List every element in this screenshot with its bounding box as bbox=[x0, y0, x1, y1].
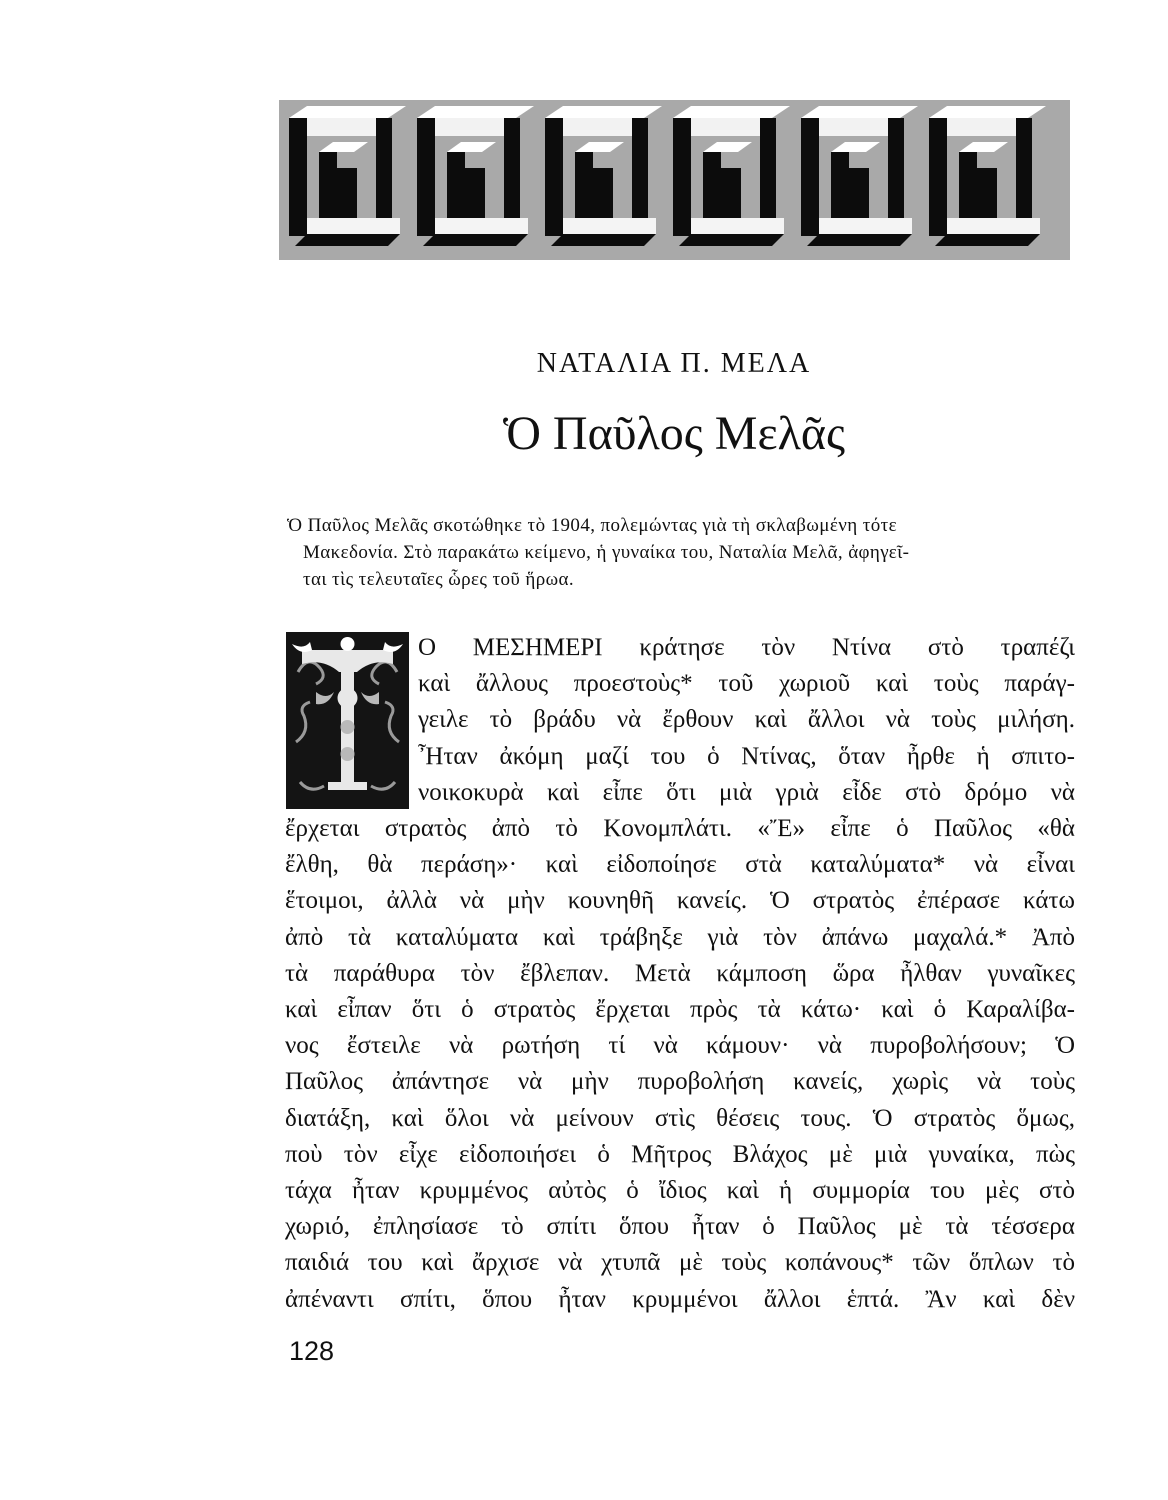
body-line: ἔρχεται στρατὸς ἀπὸ τὸ Κονομπλάτι. «Ἔ» εἶπε ὁ Παῦλος «θὰ bbox=[285, 815, 1075, 843]
intro-paragraph bbox=[287, 512, 1073, 593]
body-line: ποὺ τὸν εἶχε εἰδοποιήσει ὁ Μῆτρος Βλάχος μὲ μιὰ γυναίκα, πὼς bbox=[285, 1140, 1075, 1168]
body-line: τὰ παράθυρα τὸν ἔβλεπαν. Μετὰ κάμποση ὥρα ἦλθαν γυναῖκες bbox=[285, 959, 1075, 987]
body-line: νος ἔστειλε νὰ ρωτήση τί νὰ κάμουν· νὰ πυροβολήσουν; Ὁ bbox=[285, 1032, 1075, 1060]
greek-key-ornament bbox=[279, 100, 1070, 260]
body-line: ἔλθη, θὰ περάση»· καὶ εἰδοποίησε στὰ καταλύματα* νὰ εἶναι bbox=[285, 851, 1075, 879]
body-line: νοικοκυρὰ καὶ εἶπε ὅτι μιὰ γριὰ εἶδε στὸ δρόμο νὰ bbox=[418, 778, 1075, 806]
body-line: ἕτοιμοι, ἀλλὰ νὰ μὴν κουνηθῆ κανείς. Ὁ στρατὸς ἐπέρασε κάτω bbox=[285, 887, 1075, 915]
body-paragraph bbox=[285, 630, 1075, 1318]
intro-line: Ὁ Παῦλος Μελᾶς σκοτώθηκε τὸ 1904, πολεμώντας γιὰ τὴ σκλαβωμένη τότε bbox=[287, 515, 898, 536]
body-line: ἀπέναντι σπίτι, ὅπου ἦταν κρυμμένοι ἄλλοι ἑπτά. Ἂν καὶ δὲν bbox=[285, 1285, 1075, 1313]
body-line: γειλε τὸ βράδυ νὰ ἔρθουν καὶ ἄλλοι νὰ τοὺς μιλήση. bbox=[418, 706, 1075, 734]
article-title: Ὁ Παῦλος Μελᾶς bbox=[502, 407, 846, 460]
body-line: Παῦλος ἀπάντησε νὰ μὴν πυροβολήση κανείς, χωρὶς νὰ τοὺς bbox=[285, 1068, 1075, 1096]
body-line: Ἦταν ἀκόμη μαζί του ὁ Ντίνας, ὅταν ἦρθε ἡ σπιτο- bbox=[418, 742, 1075, 770]
body-line: καὶ ἄλλους προεστοὺς* τοῦ χωριοῦ καὶ τοὺς παράγ- bbox=[418, 670, 1075, 698]
body-line: Ο ΜΕΣΗΜΕΡΙ κράτησε τὸν Ντίνα στὸ τραπέζι bbox=[418, 634, 1075, 661]
body-line: χωριό, ἐπλησίασε τὸ σπίτι ὅπου ἦταν ὁ Παῦλος μὲ τὰ τέσσερα bbox=[285, 1213, 1075, 1241]
intro-line: Μακεδονία. Στὸ παρακάτω κείμενο, ἡ γυναίκα του, Ναταλία Μελᾶ, ἀφηγεῖ- bbox=[303, 542, 910, 563]
author-name: ΝΑΤΑΛΙΑ Π. ΜΕΛΑ bbox=[536, 348, 812, 379]
intro-line: ται τὶς τελευταῖες ὧρες τοῦ ἥρωα. bbox=[303, 569, 574, 590]
body-line: καὶ εἶπαν ὅτι ὁ στρατὸς ἔρχεται πρὸς τὰ κάτω· καὶ ὁ Καραλίβα- bbox=[285, 996, 1075, 1024]
body-line: παιδιά του καὶ ἄρχισε νὰ χτυπᾶ μὲ τοὺς κοπάνους* τῶν ὅπλων τὸ bbox=[285, 1249, 1075, 1277]
body-line: διατάξη, καὶ ὅλοι νὰ μείνουν στὶς θέσεις τους. Ὁ στρατὸς ὅμως, bbox=[285, 1104, 1075, 1132]
body-line: τάχα ἦταν κρυμμένος αὐτὸς ὁ ἴδιος καὶ ἡ συμμορία του μὲς στὸ bbox=[285, 1177, 1075, 1205]
body-line: ἀπὸ τὰ καταλύματα καὶ τράβηξε γιὰ τὸν ἀπάνω μαχαλά.* Ἀπὸ bbox=[285, 923, 1075, 951]
page-number: 128 bbox=[289, 1336, 335, 1366]
